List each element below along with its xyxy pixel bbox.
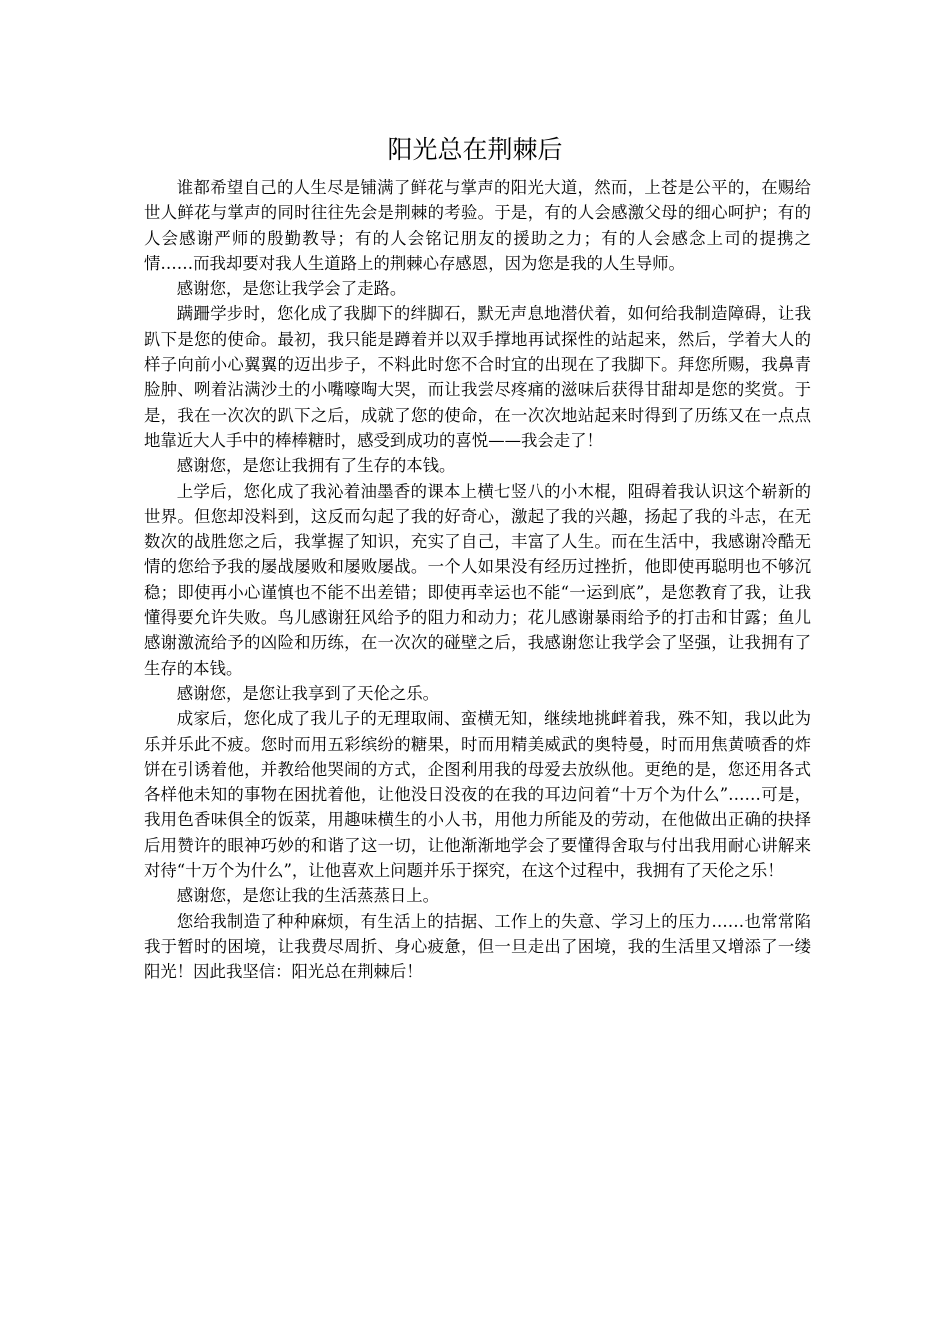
paragraph-raising-son: 成家后，您化成了我儿子的无理取闹、蛮横无知，继续地挑衅着我，殊不知，我以此为乐并乐此不疲。您时而用五彩缤纷的糖果，时而用精美威武的奥特曼，时而用焦黄喷香的炸饼在引诱着他，并教给他哭闹的方式，企图利用我的母爱去放纵他。更绝的是，您还用各式各样他未知的事物在困扰着他，让他没日没夜的在我的耳边问着“十万个为什么”……可是，我用色香味俱全的饭菜，用趣味横生的小人书，用他力所能及的劳动，在他做出正确的抉择后用赞许的眼神巧妙的和谐了这一切，让他渐渐地学会了要懂得舍取与付出我用耐心讲解来对待“十万个为什么”，让他喜欢上问题并乐于探究，在这个过程中，我拥有了天伦之乐！	[144, 709, 811, 881]
paragraph-thanks-thriving-life: 感谢您，是您让我的生活蒸蒸日上。	[176, 886, 440, 906]
document-body	[144, 175, 811, 985]
paragraph-thanks-family-joy: 感谢您，是您让我享到了天伦之乐。	[176, 683, 440, 703]
paragraph-school-years: 上学后，您化成了我沁着油墨香的课本上横七竖八的小木棍，阻碍着我认识这个崭新的世界。但您却没料到，这反而勾起了我的好奇心，激起了我的兴趣，扬起了我的斗志，在无数次的战胜您之后，我掌握了知识，充实了自己，丰富了人生。而在生活中，我感谢冷酷无情的您给予我的屡战屡败和屡败屡战。一个人如果没有经历过挫折，他即使再聪明也不够沉稳；即使再小心谨慎也不能不出差错；即使再幸运也不能“一运到底”，是您教育了我，让我懂得要允许失败。鸟儿感谢狂风给予的阻力和动力；花儿感谢暴雨给予的打击和甘露；鱼儿感谢激流给予的凶险和历练，在一次次的碰壁之后，我感谢您让我学会了坚强，让我拥有了生存的本钱。	[144, 481, 811, 678]
paragraph-thanks-walking: 感谢您，是您让我学会了走路。	[176, 279, 407, 299]
paragraph-intro: 谁都希望自己的人生尽是铺满了鲜花与掌声的阳光大道，然而，上苍是公平的，在赐给世人鲜花与掌声的同时往往先会是荆棘的考验。于是，有的人会感激父母的细心呵护；有的人会感谢严师的殷勤教导；有的人会铭记朋友的援助之力；有的人会感念上司的提携之情……而我却要对我人生道路上的荆棘心存感恩，因为您是我的人生导师。	[144, 178, 811, 273]
paragraph-thanks-survival: 感谢您，是您让我拥有了生存的本钱。	[176, 456, 456, 476]
paragraph-conclusion: 您给我制造了种种麻烦，有生活上的拮据、工作上的失意、学习上的压力……也常常陷我于暂时的困境，让我费尽周折、身心疲惫，但一旦走出了困境，我的生活里又增添了一缕阳光！因此我坚信：阳光总在荆棘后！	[144, 911, 811, 982]
document-title: 阳光总在荆棘后	[387, 135, 563, 164]
paragraph-learning-to-walk: 蹒跚学步时，您化成了我脚下的绊脚石，默无声息地潜伏着，如何给我制造障碍，让我趴下是您的使命。最初，我只能是蹲着并以双手撑地再试探性的站起来，然后，学着大人的样子向前小心翼翼的迈出步子，不料此时您不合时宜的出现在了我脚下。拜您所赐，我鼻青脸肿、咧着沾满沙土的小嘴嚎啕大哭，而让我尝尽疼痛的滋味后获得甘甜却是您的奖赏。于是，我在一次次的趴下之后，成就了您的使命，在一次次地站起来时得到了历练又在一点点地靠近大人手中的棒棒糖时，感受到成功的喜悦——我会走了！	[144, 304, 811, 450]
